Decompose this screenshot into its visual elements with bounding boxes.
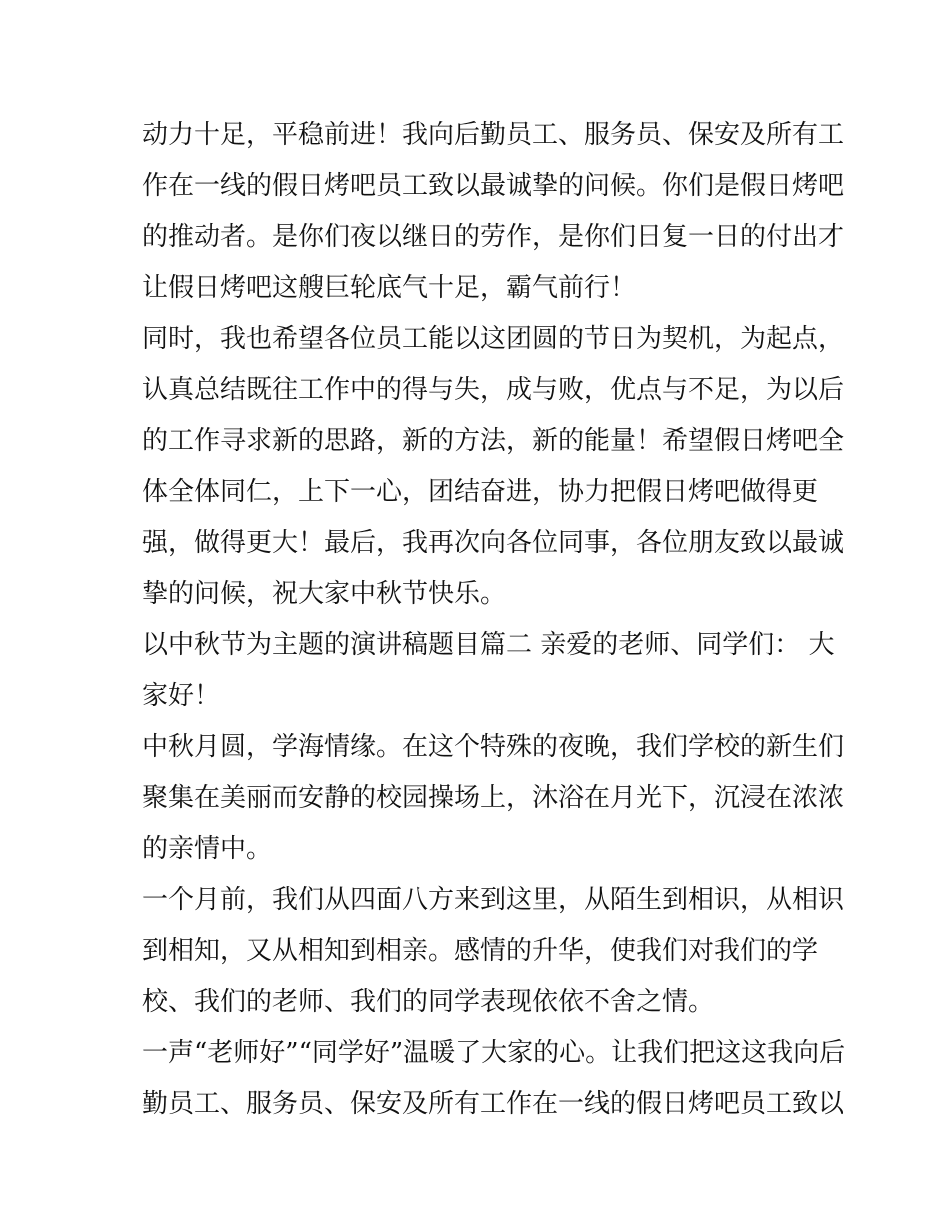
text-line: 到相知，又从相知到相亲。感情的升华，使我们对我们的学 xyxy=(142,936,819,966)
text-line: 中秋月圆，学海情缘。在这个特殊的夜晚，我们学校的新生们 xyxy=(142,732,845,762)
section-title-line: 以中秋节为主题的演讲稿题目篇二 亲爱的老师、同学们： 大 xyxy=(142,630,835,660)
text-line: 一个月前，我们从四面八方来到这里，从陌生到相识，从相识 xyxy=(142,885,845,915)
text-line: 体全体同仁，上下一心，团结奋进，协力把假日烤吧做得更 xyxy=(142,477,819,507)
document-body xyxy=(142,110,846,1130)
text-line: 强，做得更大！最后，我再次向各位同事，各位朋友致以最诚 xyxy=(142,528,845,558)
text-line: 一声“老师好”“同学好”温暖了大家的心。让我们把这这我向后 xyxy=(142,1038,846,1068)
text-line: 的推动者。是你们夜以继日的劳作，是你们日复一日的付出才 xyxy=(142,222,845,252)
text-line: 的工作寻求新的思路，新的方法，新的能量！希望假日烤吧全 xyxy=(142,426,845,456)
text-line: 家好！ xyxy=(142,681,221,711)
text-line: 聚集在美丽而安静的校园操场上，沐浴在月光下，沉浸在浓浓 xyxy=(142,783,845,813)
text-line: 作在一线的假日烤吧员工致以最诚挚的问候。你们是假日烤吧 xyxy=(142,171,845,201)
text-line: 同时，我也希望各位员工能以这团圆的节日为契机，为起点， xyxy=(142,324,845,354)
text-line: 挚的问候，祝大家中秋节快乐。 xyxy=(142,579,507,609)
text-line: 校、我们的老师、我们的同学表现依依不舍之情。 xyxy=(142,987,715,1017)
text-line: 动力十足，平稳前进！我向后勤员工、服务员、保安及所有工 xyxy=(142,120,845,150)
text-line: 的亲情中。 xyxy=(142,834,273,864)
text-line: 让假日烤吧这艘巨轮底气十足，霸气前行！ xyxy=(142,273,637,303)
text-line: 勤员工、服务员、保安及所有工作在一线的假日烤吧员工致以 xyxy=(142,1089,845,1119)
text-line: 认真总结既往工作中的得与失，成与败，优点与不足，为以后 xyxy=(142,375,845,405)
